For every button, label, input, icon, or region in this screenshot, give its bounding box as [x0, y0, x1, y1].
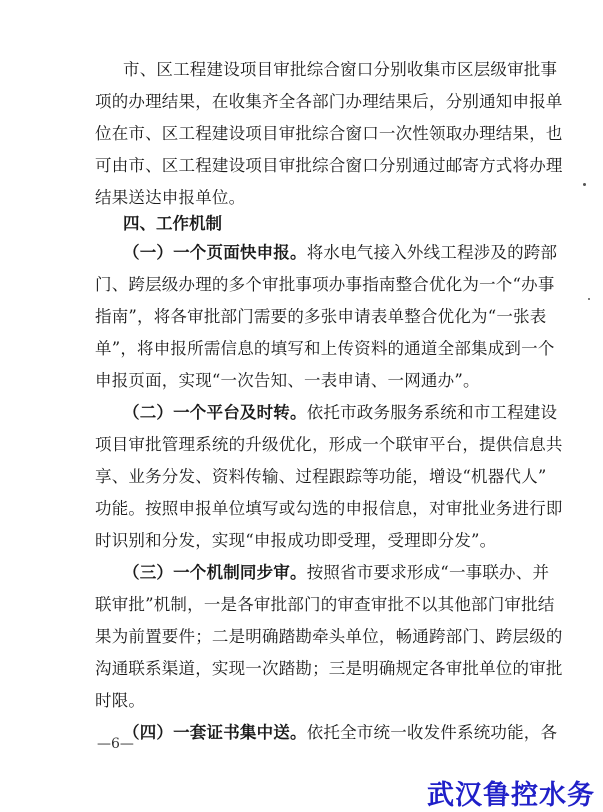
body-line: 果为前置要件；二是明确踏勘牵头单位，畅通跨部门、跨层级的 — [95, 627, 563, 646]
body-line: 沟通联系渠道，实现一次踏勘；三是明确规定各审批单位的审批 — [95, 659, 563, 678]
body-line: 指南”，将各审批部门需要的多张申请表单整合优化为“一张表 — [95, 307, 547, 326]
paragraph-first-line — [123, 563, 550, 583]
body-line: 申报页面，实现“一次告知、一表申请、一网通办”。 — [95, 371, 480, 390]
body-line: 联审批”机制，一是各审批部门的审查审批不以其他部门审批结 — [95, 595, 555, 614]
body-line: 项的办理结果，在收集齐全各部门办理结果后，分别通知申报单 — [95, 92, 563, 111]
paragraph-title: （一）一个页面快申报。 — [123, 243, 307, 262]
body-line: 单”，将申报所需信息的填写和上传资料的通道全部集成到一个 — [95, 339, 555, 358]
scan-speck — [588, 298, 590, 300]
body-line: 市、区工程建设项目审批综合窗口分别收集市区层级审批事 — [123, 60, 558, 79]
paragraph-title: （四）一套证书集中送。 — [123, 723, 307, 742]
paragraph-first-line — [123, 723, 558, 743]
scan-speck — [583, 183, 586, 186]
body-line: 项目审批管理系统的升级优化，形成一个联审平台，提供信息共 — [95, 435, 563, 454]
body-line: 结果送达申报单位。 — [95, 188, 246, 207]
body-line: 时识别和分发，实现“申报成功即受理，受理即分发”。 — [95, 531, 497, 550]
body-line: 功能。按照申报单位填写或勾选的申报信息，对审批业务进行即 — [95, 499, 563, 518]
body-line: 位在市、区工程建设项目审批综合窗口一次性领取办理结果，也 — [95, 124, 563, 143]
body-line: 享、业务分发、资料传输、过程跟踪等功能，增设“机器代人” — [95, 467, 547, 486]
paragraph-first-line — [123, 403, 558, 423]
paragraph-title: （三）一个机制同步审。 — [123, 563, 307, 582]
section-heading: 四、工作机制 — [123, 214, 222, 233]
page-number: —6— — [97, 736, 134, 752]
body-line: 时限。 — [95, 691, 146, 710]
paragraph-text: 依托市政务服务系统和市工程建设 — [306, 403, 558, 422]
paragraph-text: 将水电气接入外线工程涉及的跨部 — [306, 243, 558, 262]
paragraph-text: 按照省市要求形成“一事联办、并 — [306, 563, 550, 582]
paragraph-text: 依托全市统一收发件系统功能，各 — [306, 723, 558, 742]
body-line: 门、跨层级办理的多个审批事项办事指南整合优化为一个“办事 — [95, 275, 555, 294]
body-line: 可由市、区工程建设项目审批综合窗口分别通过邮寄方式将办理 — [95, 156, 563, 175]
paragraph-first-line — [123, 243, 558, 263]
watermark-logo-text: 武汉鲁控水务 — [427, 780, 595, 811]
paragraph-title: （二）一个平台及时转。 — [123, 403, 307, 422]
